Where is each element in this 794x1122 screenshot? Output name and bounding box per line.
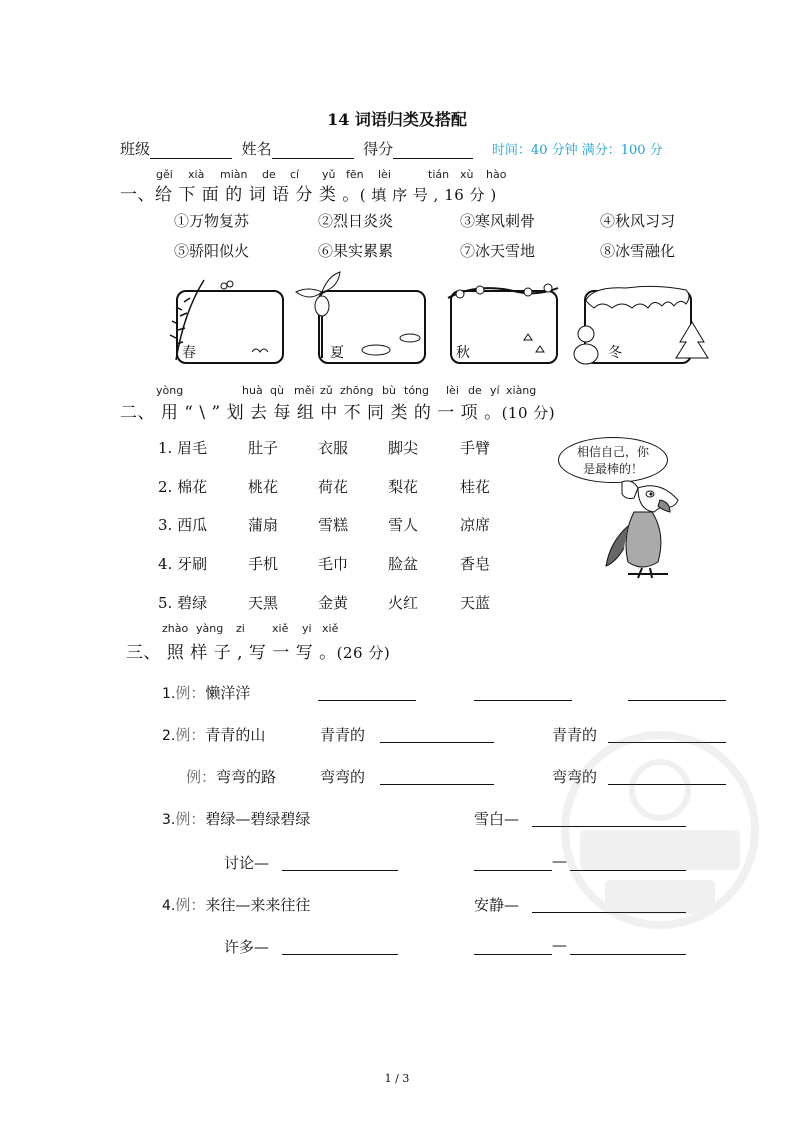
- pinyin: xià: [188, 168, 205, 181]
- class-blank[interactable]: [150, 142, 232, 159]
- group-item[interactable]: 衣服: [318, 439, 349, 457]
- pinyin: hào: [486, 168, 507, 181]
- dash: —: [552, 936, 567, 954]
- pinyin: yí: [490, 384, 500, 397]
- item2b-prompt-a: 弯弯的: [320, 768, 366, 786]
- dash: —: [552, 852, 567, 870]
- item3-prompt-b: 讨论—: [224, 854, 270, 872]
- group-item[interactable]: 凉席: [460, 516, 491, 534]
- time-info: 时间：40 分钟 满分：100 分: [491, 143, 663, 158]
- season-summer: 夏: [330, 345, 344, 361]
- answer-blank[interactable]: [380, 742, 494, 743]
- pinyin: de: [262, 168, 276, 181]
- option-6: ⑥果实累累: [318, 242, 394, 260]
- example-label: 例：: [175, 726, 206, 744]
- pinyin: měi: [294, 384, 315, 397]
- answer-blank[interactable]: [628, 700, 726, 701]
- section2-score: (10 分): [501, 404, 556, 422]
- section2-heading: [120, 398, 555, 423]
- pinyin: miàn: [220, 168, 248, 181]
- option-7: ⑦冰天雪地: [460, 242, 536, 260]
- pinyin: de: [468, 384, 482, 397]
- group-item[interactable]: 手机: [248, 555, 279, 573]
- group-item[interactable]: 3. 西瓜: [158, 516, 208, 534]
- group-item[interactable]: 香皂: [460, 555, 491, 573]
- section1-score: ( 填 序 号 , 16 分 ): [359, 186, 497, 204]
- item2-prompt-b: 青青的: [552, 726, 598, 744]
- section3-heading: [126, 638, 390, 663]
- pinyin: zhào: [162, 622, 189, 635]
- pinyin: zhōng: [340, 384, 374, 397]
- item4-prompt-a: 安静—: [474, 896, 520, 914]
- section1-heading: [120, 180, 497, 205]
- group-item[interactable]: 5. 碧绿: [158, 594, 208, 612]
- snowman-tree-icon: [564, 278, 714, 370]
- item-number: 3.: [162, 812, 176, 828]
- pinyin: xiě: [272, 622, 289, 635]
- season-spring: 春: [182, 345, 196, 361]
- pinyin: xiàng: [506, 384, 537, 397]
- pinyin: xù: [460, 168, 474, 181]
- example-label: 例：: [186, 768, 217, 786]
- group-item[interactable]: 2. 棉花: [158, 478, 208, 496]
- group-item[interactable]: 雪糕: [318, 516, 349, 534]
- pinyin: qù: [270, 384, 284, 397]
- pinyin: lèi: [446, 384, 459, 397]
- group-item[interactable]: 桂花: [460, 478, 491, 496]
- item3-example: [162, 808, 310, 829]
- item-number: 2.: [162, 728, 176, 744]
- item2-prompt-a: 青青的: [320, 726, 366, 744]
- bubble-line-2: 是最棒的！: [582, 462, 643, 476]
- option-5: ⑤骄阳似火: [174, 242, 250, 260]
- pinyin: tián: [428, 168, 450, 181]
- example-text: 懒洋洋: [205, 684, 251, 702]
- answer-blank[interactable]: [380, 784, 494, 785]
- item-number: 4.: [162, 898, 176, 914]
- option-4: ④秋风习习: [600, 212, 676, 230]
- section1-heading-text: 一、给 下 面 的 词 语 分 类 。: [120, 185, 360, 205]
- option-2: ②烈日炎炎: [318, 212, 394, 230]
- answer-blank[interactable]: [282, 954, 398, 955]
- pinyin: bù: [382, 384, 396, 397]
- answer-blank[interactable]: [282, 870, 398, 871]
- watermark-logo-icon: [560, 720, 760, 940]
- group-item[interactable]: 手臂: [460, 439, 491, 457]
- example-text: 青青的山: [205, 726, 266, 744]
- info-line: [120, 138, 663, 159]
- example-text: 弯弯的路: [216, 768, 277, 786]
- name-blank[interactable]: [272, 142, 354, 159]
- pinyin: zǔ: [320, 384, 333, 397]
- pinyin: yǔ: [322, 168, 336, 181]
- example-text: 来往—来来往往: [205, 896, 311, 914]
- pinyin: yàng: [196, 622, 224, 635]
- season-winter: 冬: [608, 345, 622, 361]
- score-blank[interactable]: [393, 142, 473, 159]
- parrot-icon: [598, 476, 688, 586]
- pinyin: fēn: [346, 168, 364, 181]
- answer-blank[interactable]: [318, 700, 416, 701]
- group-item[interactable]: 桃花: [248, 478, 279, 496]
- answer-blank[interactable]: [474, 870, 552, 871]
- group-item[interactable]: 1. 眉毛: [158, 439, 208, 457]
- item2b-example: [186, 766, 276, 787]
- item1-example: [162, 682, 250, 703]
- pinyin: yòng: [156, 384, 184, 397]
- group-item[interactable]: 脚尖: [388, 439, 419, 457]
- group-item[interactable]: 雪人: [388, 516, 419, 534]
- section2-heading-text: 二、 用 “ \ ” 划 去 每 组 中 不 同 类 的 一 项 。: [120, 403, 502, 423]
- example-label: 例：: [175, 896, 206, 914]
- pinyin: lèi: [378, 168, 391, 181]
- page-title: 14 词语归类及搭配: [327, 110, 467, 129]
- group-item[interactable]: 脸盆: [388, 555, 419, 573]
- pinyin: yi: [302, 622, 312, 635]
- pinyin: xiě: [322, 622, 339, 635]
- pinyin: gěi: [156, 168, 173, 181]
- score-label: 得分: [363, 140, 394, 158]
- group-item[interactable]: 天蓝: [460, 594, 491, 612]
- example-label: 例：: [175, 684, 206, 702]
- section3-heading-text: 三、 照 样 子 , 写 一 写 。: [126, 643, 337, 663]
- group-item[interactable]: 天黑: [248, 594, 279, 612]
- group-item[interactable]: 蒲扇: [248, 516, 279, 534]
- pinyin: huà: [242, 384, 263, 397]
- group-item[interactable]: 火红: [388, 594, 419, 612]
- option-1: ①万物复苏: [174, 212, 250, 230]
- pinyin: zi: [236, 622, 245, 635]
- example-text: 碧绿—碧绿碧绿: [205, 810, 311, 828]
- pinyin: tóng: [404, 384, 429, 397]
- section3-score: (26 分): [336, 644, 391, 662]
- answer-blank[interactable]: [474, 700, 572, 701]
- answer-blank[interactable]: [474, 954, 552, 955]
- item2-example: [162, 724, 265, 745]
- option-8: ⑧冰雪融化: [600, 242, 676, 260]
- answer-blank[interactable]: [570, 954, 686, 955]
- season-autumn: 秋: [456, 345, 470, 361]
- item4-prompt-b: 许多—: [224, 938, 270, 956]
- group-item[interactable]: 4. 牙刷: [158, 555, 208, 573]
- lotus-icon: [292, 268, 432, 368]
- example-label: 例：: [175, 810, 206, 828]
- group-item[interactable]: 金黄: [318, 594, 349, 612]
- group-item[interactable]: 肚子: [248, 439, 279, 457]
- option-3: ③寒风刺骨: [460, 212, 536, 230]
- item-number: 1.: [162, 686, 176, 702]
- class-label: 班级: [120, 140, 151, 158]
- page-number: 1 / 3: [384, 1072, 410, 1085]
- pinyin: cí: [290, 168, 300, 181]
- name-label: 姓名: [241, 140, 272, 158]
- item2b-prompt-b: 弯弯的: [552, 768, 598, 786]
- item4-example: [162, 894, 310, 915]
- group-item[interactable]: 毛巾: [318, 555, 349, 573]
- item3-prompt-a: 雪白—: [474, 810, 520, 828]
- bubble-line-1: 相信自己，你: [576, 445, 649, 459]
- group-item[interactable]: 荷花: [318, 478, 349, 496]
- group-item[interactable]: 梨花: [388, 478, 419, 496]
